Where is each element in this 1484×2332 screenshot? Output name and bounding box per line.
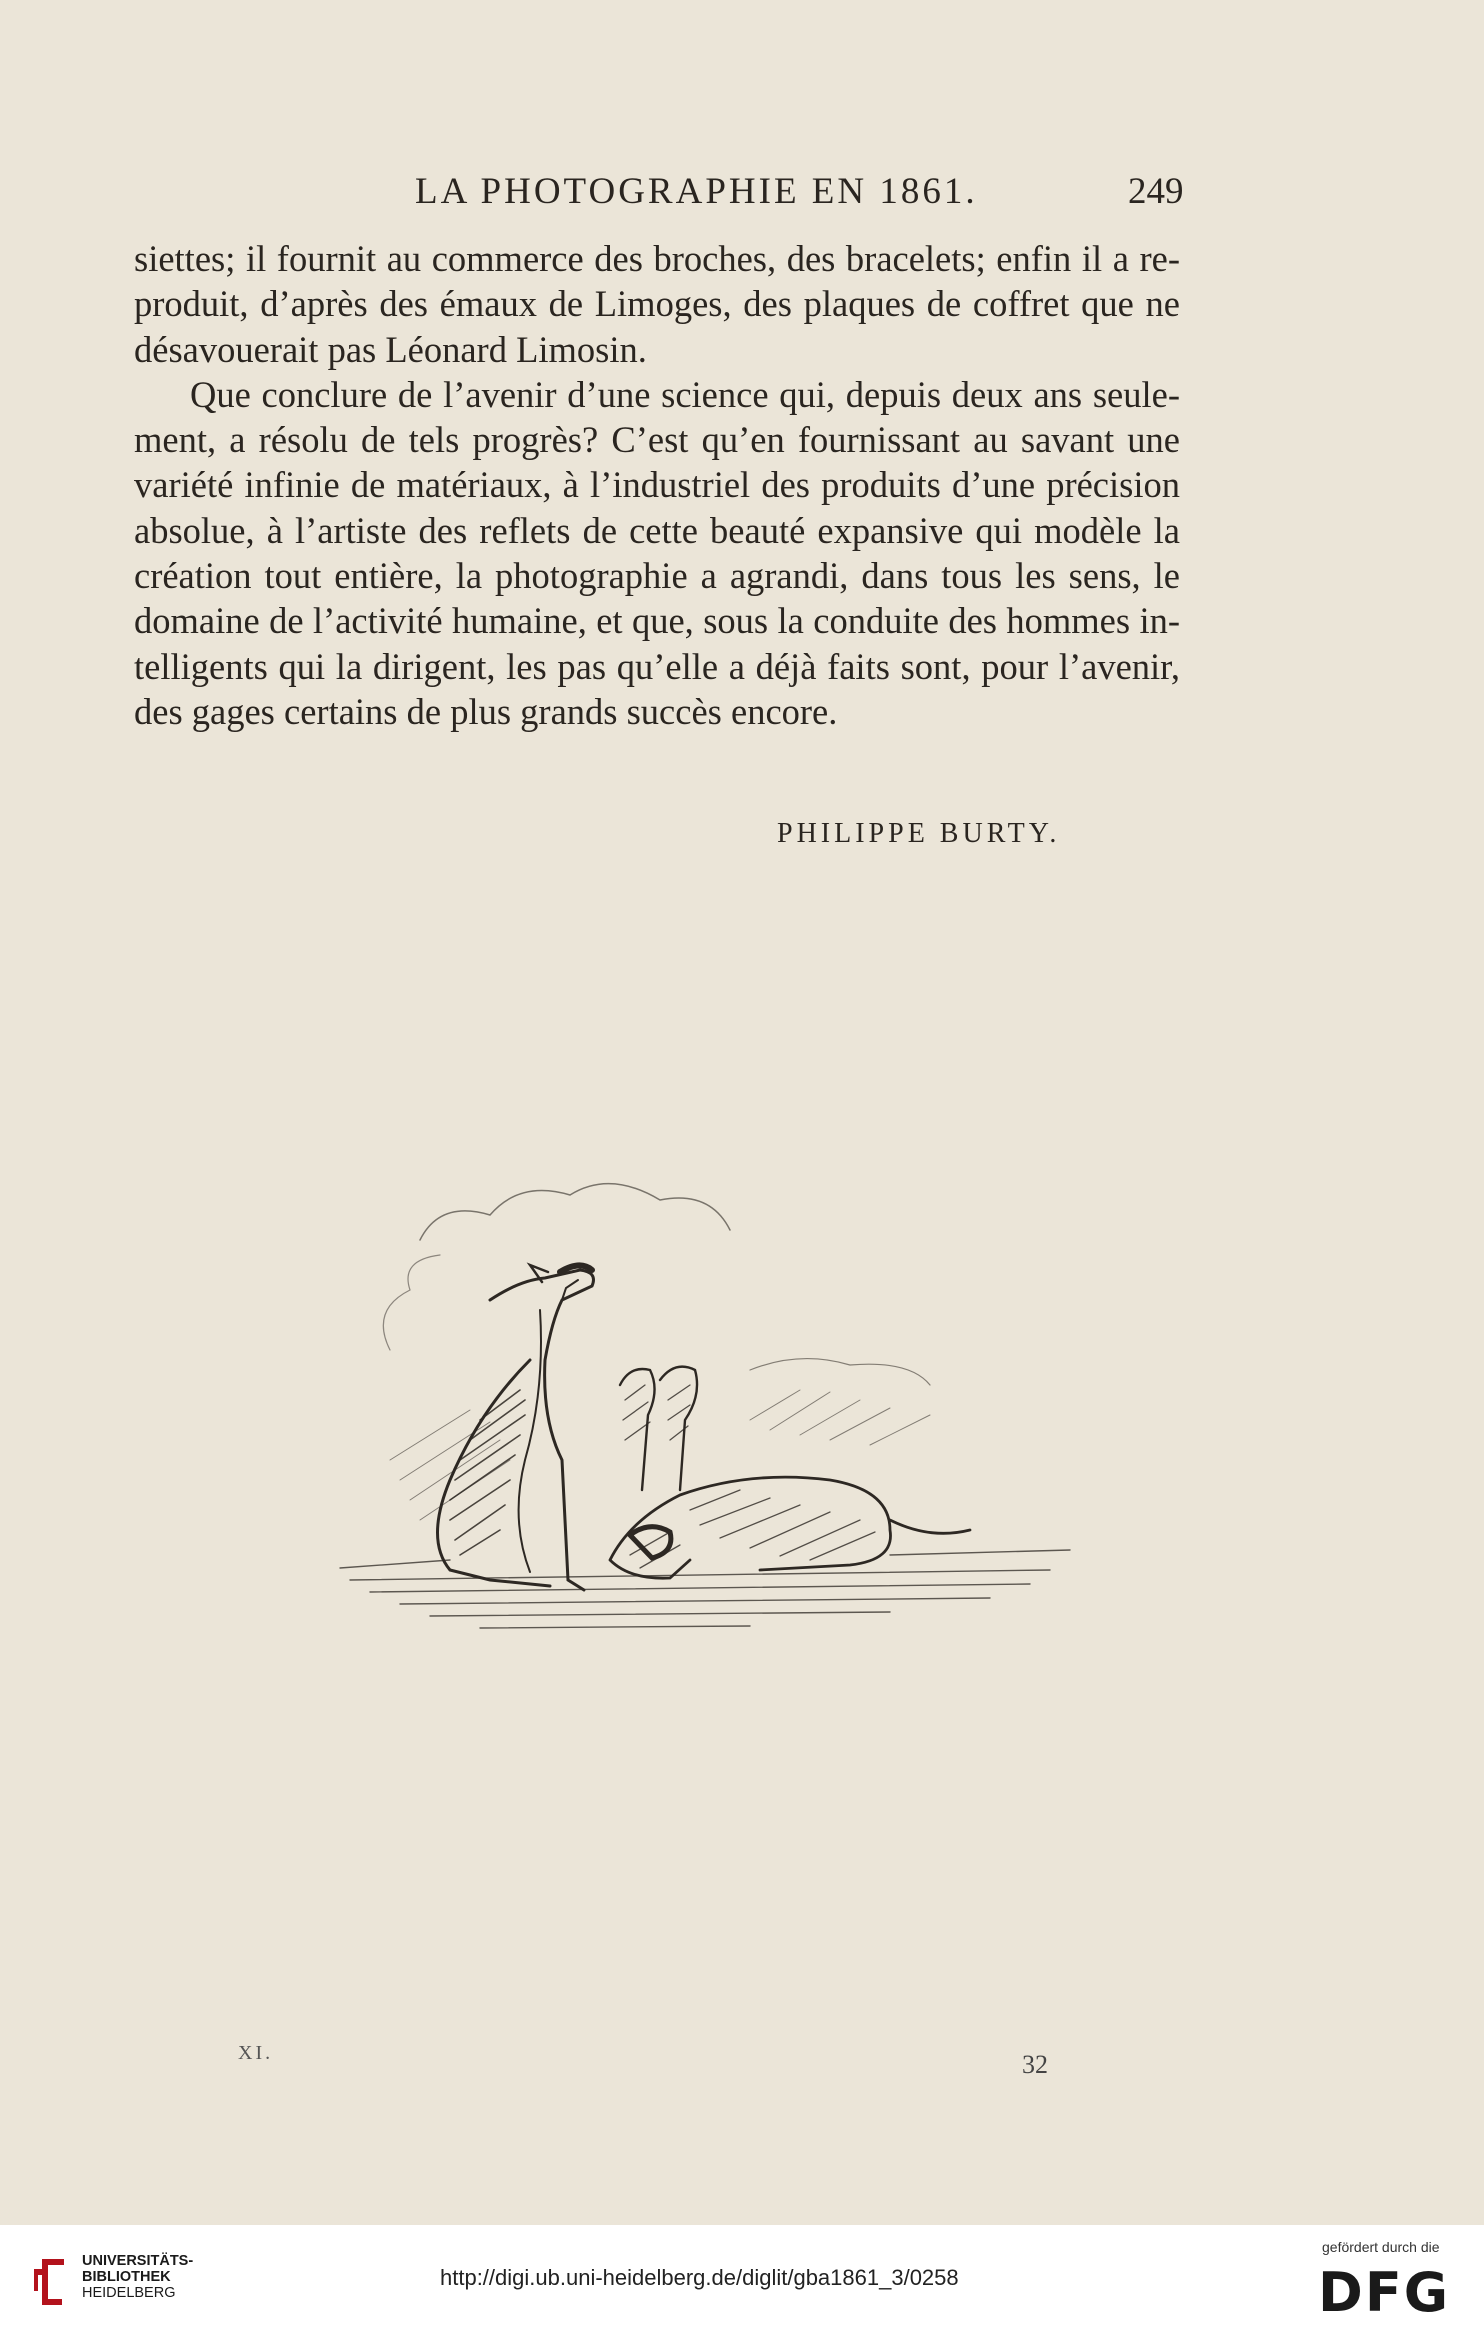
text-line: désavouerait pas Léonard Limosin. [134,328,647,370]
text-line: siettes; il fournit au commerce des broches, des bracelets; enfin il a re- [134,238,1180,279]
text-line: Que conclure de l’avenir d’une science qui, depuis deux ans seule- [190,373,1180,415]
page-number: 249 [1128,171,1184,212]
library-logo-icon [32,2255,74,2307]
text-line: création tout entière, la photographie a agrandi, dans tous les sens, le [134,555,1180,597]
text-line: produit, d’après des émaux de Limoges, des plaques de coffret que ne [134,283,1180,325]
sponsor-note: gefördert durch die [1322,2239,1440,2255]
library-line: BIBLIOTHEK [82,2269,171,2285]
text-line: telligents qui la dirigent, les pas qu’elle a déjà faits sont, pour l’avenir, [134,645,1180,687]
text-line: des gages certains de plus grands succès encore. [134,690,838,732]
digitization-footer [0,2225,1484,2332]
text-line: absolue, à l’artiste des reflets de cette beauté expansive qui modèle la [134,509,1180,551]
library-line: UNIVERSITÄTS- [82,2253,194,2269]
text-line: domaine de l’activité humaine, et que, sous la conduite des hommes in- [134,600,1180,642]
text-line: ment, a résolu de tels progrès? C’est qu’en fournissant au savant une [134,419,1180,461]
library-name [82,2253,193,2301]
text-line: variété infinie de matériaux, à l’industriel des produits d’une précision [134,464,1180,506]
author-signature: PHILIPPE BURTY. [777,818,1061,849]
volume-mark: XI. [238,2042,274,2064]
permalink-url[interactable]: http://digi.ub.uni-heidelberg.de/diglit/gba1861_3/0258 [440,2265,959,2290]
library-line: HEIDELBERG [82,2285,176,2301]
sheet-mark: 32 [1022,2050,1048,2079]
engraving-dogs-icon [330,1160,1100,1670]
running-title: LA PHOTOGRAPHIE EN 1861. [415,171,978,212]
dfg-logo: DFG [1318,2261,1451,2324]
body-text [134,236,1180,734]
